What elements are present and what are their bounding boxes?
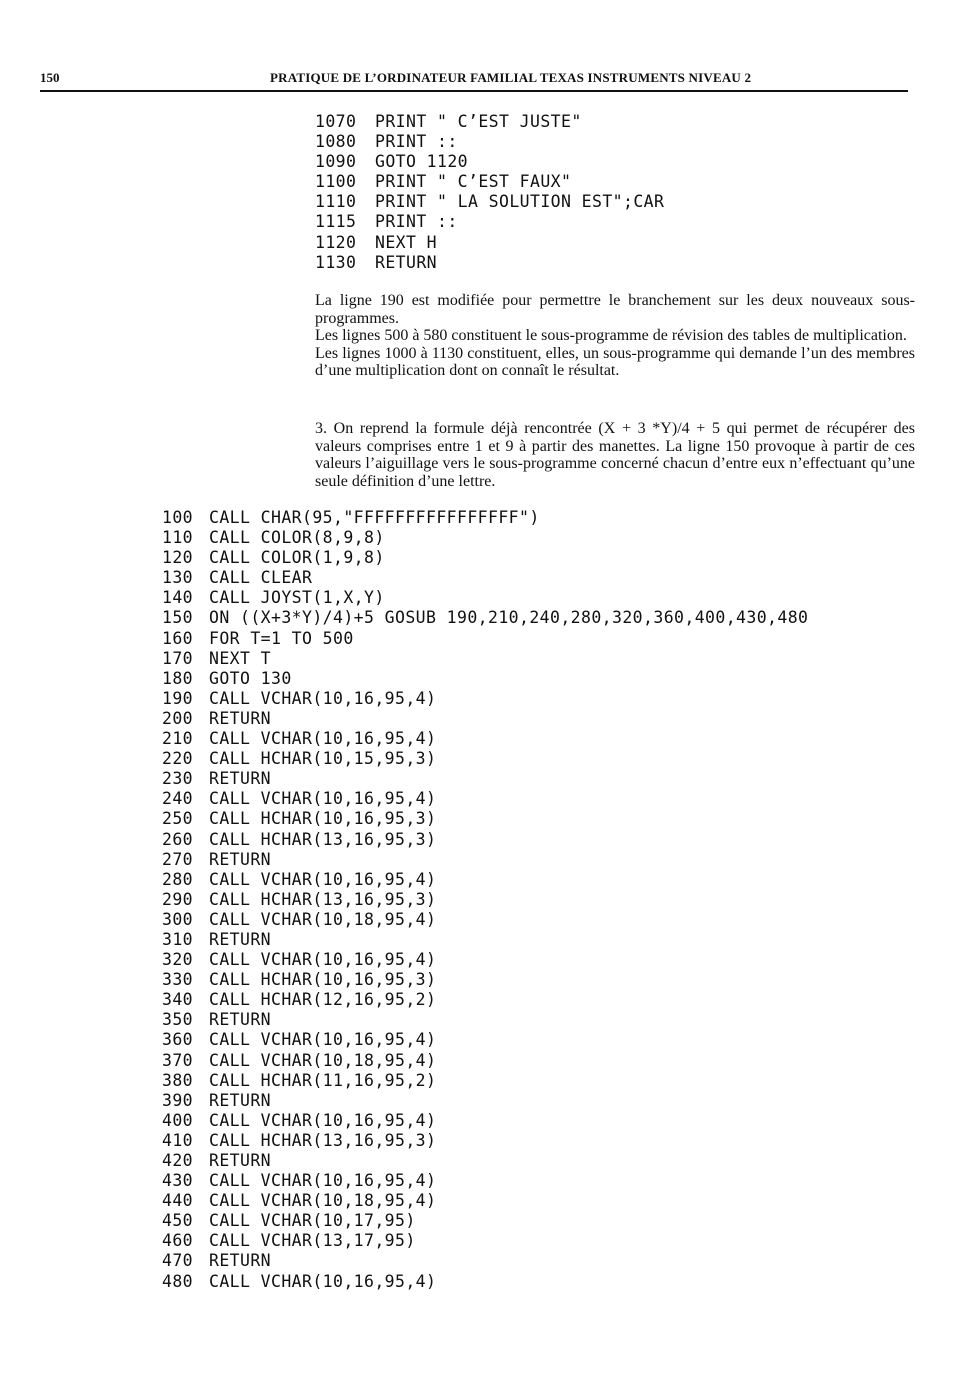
paragraph-formula: 3. On reprend la formule déjà rencontrée (X + 3 *Y)/4 + 5 qui permet de récupérer des valeurs comprises entre 1 et 9 à partir des manettes. La ligne 150 provoque à partir de ces valeurs l’aiguillage vers le sous-programme concerné chacun d’entre eux n’effectuant qu’une seule définition d’une lettre. xyxy=(315,420,915,490)
line-number: 310 xyxy=(162,929,194,949)
code-line xyxy=(315,192,664,212)
code-listing-2 xyxy=(162,508,808,1292)
line-number: 240 xyxy=(162,789,194,809)
code-line xyxy=(162,689,808,709)
line-number: 150 xyxy=(162,608,194,628)
code-line xyxy=(162,970,808,990)
code-line xyxy=(315,132,664,152)
line-number: 180 xyxy=(162,668,194,688)
code-statement: RETURN xyxy=(209,929,272,949)
code-line xyxy=(162,548,808,568)
line-number: 170 xyxy=(162,648,194,668)
code-statement: PRINT :: xyxy=(375,132,458,152)
line-number: 440 xyxy=(162,1191,194,1211)
code-listing-1 xyxy=(315,112,664,273)
code-line xyxy=(162,890,808,910)
section-3-paragraph xyxy=(315,420,915,490)
line-number: 360 xyxy=(162,1030,194,1050)
code-statement: CALL VCHAR(10,18,95,4) xyxy=(209,909,437,929)
line-number: 160 xyxy=(162,628,194,648)
code-line xyxy=(162,1272,808,1292)
code-statement: CALL HCHAR(10,15,95,3) xyxy=(209,749,437,769)
line-number: 350 xyxy=(162,1010,194,1030)
code-line xyxy=(162,809,808,829)
line-number: 260 xyxy=(162,829,194,849)
code-line xyxy=(162,789,808,809)
line-number: 320 xyxy=(162,950,194,970)
code-line xyxy=(162,950,808,970)
line-number: 280 xyxy=(162,869,194,889)
code-statement: CALL VCHAR(13,17,95) xyxy=(209,1231,416,1251)
code-line xyxy=(162,1091,808,1111)
code-line xyxy=(162,870,808,890)
line-number: 420 xyxy=(162,1151,194,1170)
code-statement: PRINT :: xyxy=(375,212,458,232)
line-number: 250 xyxy=(162,809,194,829)
code-statement: GOTO 1120 xyxy=(375,152,469,172)
running-title: PRATIQUE DE L’ORDINATEUR FAMILIAL TEXAS INSTRUMENTS NIVEAU 2 xyxy=(270,70,752,85)
code-line xyxy=(315,172,664,192)
code-line xyxy=(315,152,664,172)
line-number: 410 xyxy=(162,1130,194,1150)
code-line xyxy=(315,233,664,253)
line-number: 480 xyxy=(162,1271,194,1291)
code-line xyxy=(162,1251,808,1271)
line-number: 470 xyxy=(162,1251,194,1271)
code-line xyxy=(315,112,664,132)
code-line xyxy=(315,212,664,232)
line-number: 400 xyxy=(162,1110,194,1130)
code-line xyxy=(162,749,808,769)
code-statement: CALL VCHAR(10,16,95,4) xyxy=(209,1271,437,1291)
code-statement: CALL CLEAR xyxy=(209,568,313,588)
code-line xyxy=(162,608,808,628)
code-line xyxy=(162,769,808,789)
code-statement: NEXT H xyxy=(375,232,438,252)
code-line xyxy=(162,669,808,689)
code-statement: CALL VCHAR(10,16,95,4) xyxy=(209,869,437,889)
line-number: 290 xyxy=(162,889,194,909)
line-number: 380 xyxy=(162,1070,194,1090)
code-statement: NEXT T xyxy=(209,648,272,668)
line-number: 190 xyxy=(162,688,194,708)
code-statement: RETURN xyxy=(375,252,438,272)
code-statement: FOR T=1 TO 500 xyxy=(209,628,354,648)
line-number: 220 xyxy=(162,749,194,769)
code-line xyxy=(162,1051,808,1071)
paragraph-line-190: La ligne 190 est modifiée pour permettre le branchement sur les deux nouveaux sous-programmes. xyxy=(315,292,915,327)
code-statement: CALL VCHAR(10,16,95,4) xyxy=(209,789,437,809)
code-line xyxy=(162,910,808,930)
code-statement: ON ((X+3*Y)/4)+5 GOSUB 190,210,240,280,320,360,400,430,480 xyxy=(209,608,809,628)
code-line xyxy=(162,1071,808,1091)
line-number: 1100 xyxy=(315,172,357,192)
line-number: 100 xyxy=(162,508,194,527)
code-line xyxy=(162,1010,808,1030)
code-line xyxy=(162,709,808,729)
line-number: 1090 xyxy=(315,152,357,172)
code-statement: RETURN xyxy=(209,769,272,789)
line-number: 370 xyxy=(162,1050,194,1070)
line-number: 330 xyxy=(162,970,194,990)
line-number: 200 xyxy=(162,708,194,728)
code-statement: CALL JOYST(1,X,Y) xyxy=(209,588,385,608)
code-line xyxy=(162,850,808,870)
code-statement: CALL HCHAR(13,16,95,3) xyxy=(209,1130,437,1150)
page-header xyxy=(40,68,908,92)
line-number: 1110 xyxy=(315,192,357,212)
code-line xyxy=(162,1171,808,1191)
code-statement: CALL VCHAR(10,16,95,4) xyxy=(209,1030,437,1050)
code-line xyxy=(162,930,808,950)
code-statement: CALL VCHAR(10,18,95,4) xyxy=(209,1191,437,1211)
line-number: 430 xyxy=(162,1171,194,1191)
code-statement: PRINT " C’EST JUSTE" xyxy=(375,112,582,131)
code-statement: CALL HCHAR(12,16,95,2) xyxy=(209,990,437,1010)
code-statement: CALL VCHAR(10,17,95) xyxy=(209,1211,416,1231)
code-line xyxy=(162,508,808,528)
code-statement: GOTO 130 xyxy=(209,668,292,688)
code-statement: CALL VCHAR(10,16,95,4) xyxy=(209,950,437,970)
code-line xyxy=(162,629,808,649)
code-line xyxy=(162,729,808,749)
line-number: 110 xyxy=(162,528,194,548)
code-statement: CALL HCHAR(11,16,95,2) xyxy=(209,1070,437,1090)
paragraph-lines-1000-1130: Les lignes 1000 à 1130 constituent, elles, un sous-programme qui demande l’un des membres d’une multiplication dont on connaît le résultat. xyxy=(315,344,915,380)
code-statement: RETURN xyxy=(209,849,272,869)
code-line xyxy=(315,253,664,273)
code-line xyxy=(162,1111,808,1131)
code-line xyxy=(162,588,808,608)
code-statement: PRINT " LA SOLUTION EST";CAR xyxy=(375,192,665,212)
code-line xyxy=(162,1211,808,1231)
code-statement: CALL CHAR(95,"FFFFFFFFFFFFFFFF") xyxy=(209,508,540,527)
code-line xyxy=(162,830,808,850)
line-number: 450 xyxy=(162,1211,194,1231)
code-statement: CALL HCHAR(10,16,95,3) xyxy=(209,970,437,990)
code-line xyxy=(162,649,808,669)
code-statement: RETURN xyxy=(209,1151,272,1170)
line-number: 460 xyxy=(162,1231,194,1251)
code-statement: RETURN xyxy=(209,708,272,728)
line-number: 130 xyxy=(162,568,194,588)
code-line xyxy=(162,528,808,548)
code-line xyxy=(162,1191,808,1211)
code-statement: RETURN xyxy=(209,1010,272,1030)
line-number: 210 xyxy=(162,729,194,749)
code-statement: CALL VCHAR(10,16,95,4) xyxy=(209,1110,437,1130)
code-statement: RETURN xyxy=(209,1090,272,1110)
code-statement: CALL HCHAR(10,16,95,3) xyxy=(209,809,437,829)
code-line xyxy=(162,1030,808,1050)
code-line xyxy=(162,1151,808,1171)
code-line xyxy=(162,1131,808,1151)
code-statement: CALL VCHAR(10,16,95,4) xyxy=(209,688,437,708)
line-number: 390 xyxy=(162,1090,194,1110)
line-number: 140 xyxy=(162,588,194,608)
code-line xyxy=(162,990,808,1010)
code-statement: PRINT " C’EST FAUX" xyxy=(375,172,572,192)
code-statement: CALL HCHAR(13,16,95,3) xyxy=(209,829,437,849)
line-number: 300 xyxy=(162,909,194,929)
code-statement: CALL HCHAR(13,16,95,3) xyxy=(209,889,437,909)
line-number: 1070 xyxy=(315,112,357,131)
page-number: 150 xyxy=(40,70,60,85)
line-number: 1120 xyxy=(315,232,357,252)
code-statement: CALL VCHAR(10,16,95,4) xyxy=(209,1171,437,1191)
explanation-paragraphs xyxy=(315,292,915,380)
line-number: 270 xyxy=(162,849,194,869)
paragraph-lines-500-580: Les lignes 500 à 580 constituent le sous-programme de révision des tables de multiplication. xyxy=(315,327,907,345)
line-number: 1080 xyxy=(315,132,357,152)
code-line xyxy=(162,1231,808,1251)
line-number: 230 xyxy=(162,769,194,789)
line-number: 340 xyxy=(162,990,194,1010)
line-number: 1115 xyxy=(315,212,357,232)
code-statement: RETURN xyxy=(209,1251,272,1271)
code-line xyxy=(162,568,808,588)
code-statement: CALL VCHAR(10,16,95,4) xyxy=(209,729,437,749)
code-statement: CALL COLOR(8,9,8) xyxy=(209,528,385,548)
line-number: 120 xyxy=(162,548,194,568)
code-statement: CALL COLOR(1,9,8) xyxy=(209,548,385,568)
code-statement: CALL VCHAR(10,18,95,4) xyxy=(209,1050,437,1070)
line-number: 1130 xyxy=(315,252,357,272)
